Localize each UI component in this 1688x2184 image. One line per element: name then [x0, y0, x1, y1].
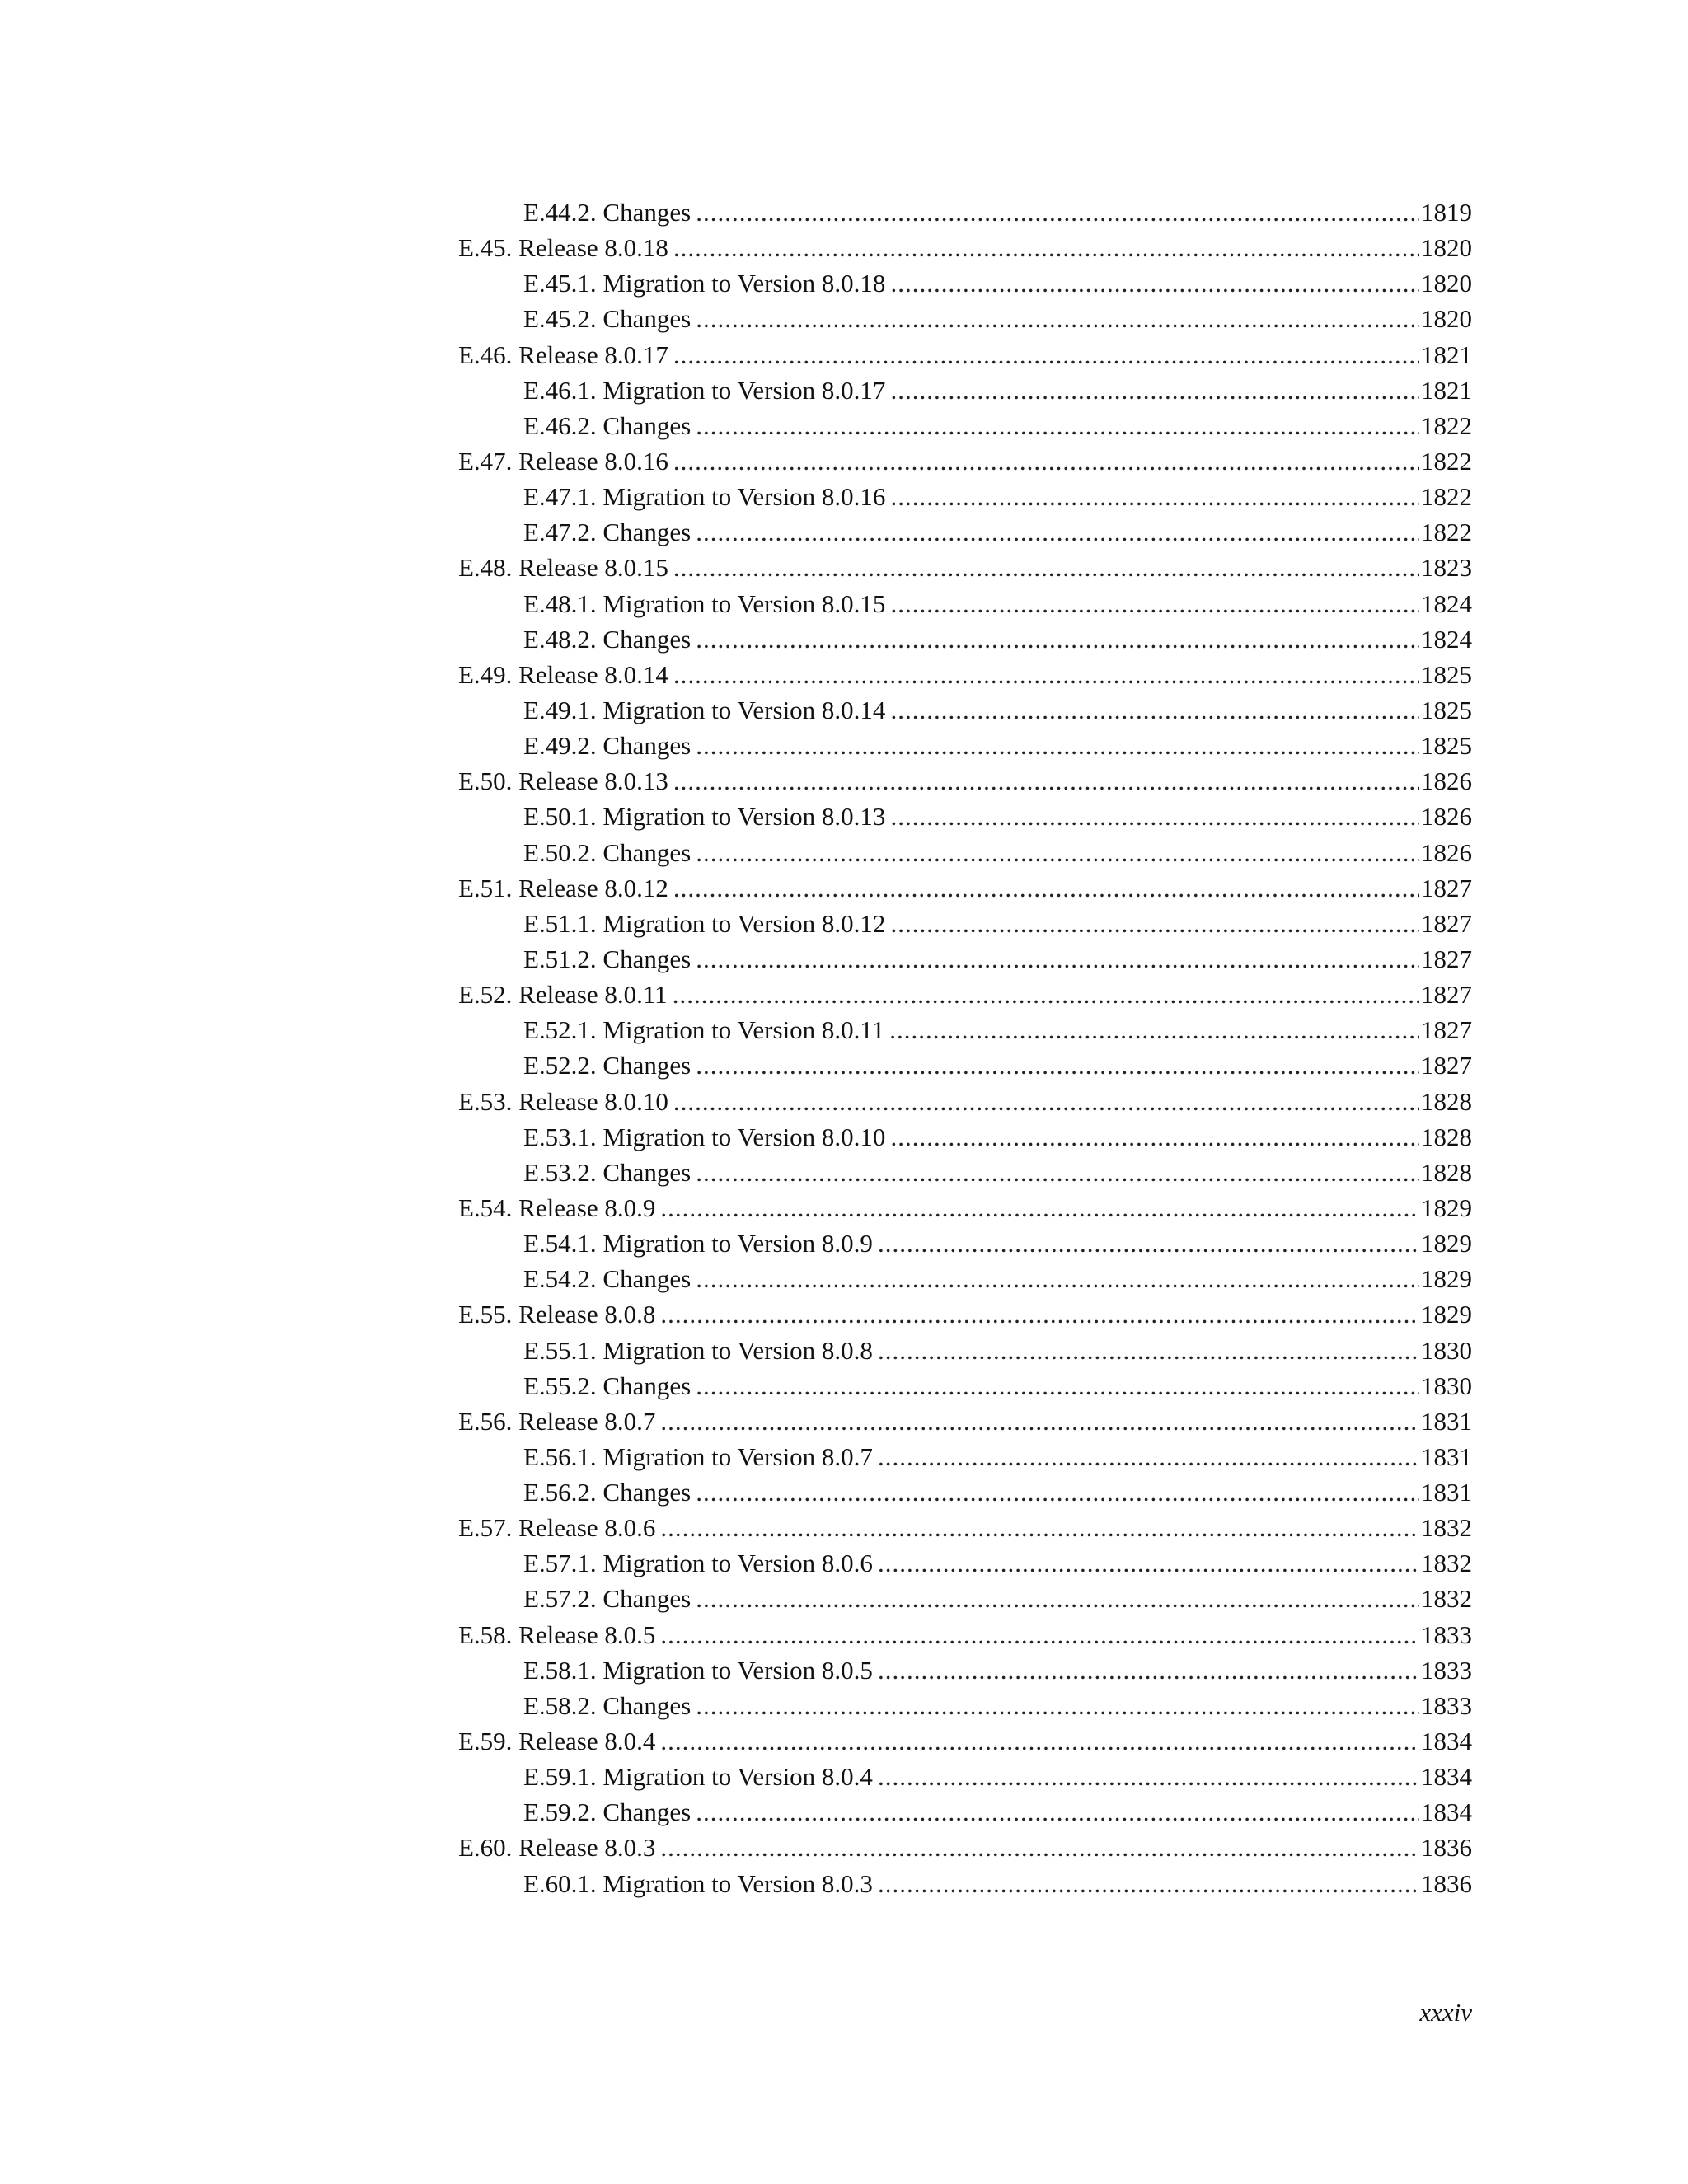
toc-entry-page: 1836: [1421, 1868, 1472, 1898]
toc-entry[interactable]: [458, 1226, 1472, 1261]
toc-entry-page: 1831: [1421, 1441, 1472, 1471]
toc-entry-label: E.58.1. Migration to Version 8.0.5: [523, 1655, 873, 1685]
toc-entry[interactable]: [458, 692, 1472, 728]
toc-entry-page: 1825: [1421, 659, 1472, 689]
toc-entry[interactable]: [458, 265, 1472, 301]
toc-dot-leader: [696, 621, 1419, 657]
toc-entry[interactable]: [458, 1617, 1472, 1652]
toc-entry-label: E.52.1. Migration to Version 8.0.11: [523, 1015, 885, 1045]
toc-entry[interactable]: [458, 1866, 1472, 1901]
toc-entry[interactable]: [458, 941, 1472, 977]
toc-entry[interactable]: [458, 1510, 1472, 1545]
toc-entry-label: E.46. Release 8.0.17: [458, 340, 668, 369]
toc-entry[interactable]: [458, 870, 1472, 906]
toc-dot-leader: [696, 728, 1419, 763]
toc-entry[interactable]: [458, 1333, 1472, 1368]
toc-entry-label: E.54. Release 8.0.9: [458, 1193, 656, 1222]
toc-entry-page: 1827: [1421, 944, 1472, 973]
toc-entry-page: 1826: [1421, 766, 1472, 796]
toc-entry-page: 1822: [1421, 446, 1472, 476]
toc-dot-leader: [890, 265, 1419, 301]
toc-entry-label: E.47.2. Changes: [523, 518, 692, 547]
toc-entry[interactable]: [458, 835, 1472, 870]
toc-entry-label: E.49.2. Changes: [523, 731, 692, 761]
toc-entry[interactable]: [458, 799, 1472, 834]
toc-entry[interactable]: [458, 301, 1472, 336]
toc-entry-label: E.53. Release 8.0.10: [458, 1086, 668, 1116]
toc-entry-label: E.53.2. Changes: [523, 1157, 692, 1187]
toc-entry[interactable]: [458, 1652, 1472, 1688]
toc-entry[interactable]: [458, 1439, 1472, 1474]
toc-entry-page: 1830: [1421, 1335, 1472, 1365]
toc-entry[interactable]: [458, 1296, 1472, 1332]
toc-entry[interactable]: [458, 194, 1472, 230]
toc-dot-leader: [673, 550, 1419, 585]
toc-entry-page: 1827: [1421, 980, 1472, 1010]
toc-entry[interactable]: [458, 1261, 1472, 1296]
toc-entry-label: E.53.1. Migration to Version 8.0.10: [523, 1122, 886, 1151]
toc-entry-page: 1831: [1421, 1478, 1472, 1507]
toc-entry[interactable]: [458, 443, 1472, 479]
toc-entry-label: E.44.2. Changes: [523, 198, 692, 227]
toc-dot-leader: [878, 1866, 1419, 1901]
toc-entry-label: E.58.2. Changes: [523, 1690, 692, 1720]
toc-entry-label: E.59.2. Changes: [523, 1797, 692, 1827]
toc-dot-leader: [673, 977, 1419, 1012]
toc-entry[interactable]: [458, 763, 1472, 799]
toc-entry-label: E.48.1. Migration to Version 8.0.15: [523, 588, 886, 618]
toc-entry[interactable]: [458, 1047, 1472, 1083]
toc-entry-page: 1828: [1421, 1122, 1472, 1151]
toc-entry[interactable]: [458, 408, 1472, 443]
toc-entry[interactable]: [458, 906, 1472, 941]
toc-dot-leader: [878, 1545, 1419, 1581]
toc-dot-leader: [660, 1190, 1419, 1226]
toc-entry-page: 1825: [1421, 695, 1472, 724]
toc-entry-page: 1826: [1421, 837, 1472, 867]
toc-entry-label: E.51.1. Migration to Version 8.0.12: [523, 908, 886, 938]
toc-dot-leader: [673, 657, 1419, 692]
table-of-contents: [458, 194, 1472, 1901]
toc-dot-leader: [890, 799, 1419, 834]
toc-entry[interactable]: [458, 514, 1472, 550]
toc-dot-leader: [878, 1759, 1419, 1794]
toc-entry-label: E.45.2. Changes: [523, 304, 692, 334]
toc-entry-page: 1834: [1421, 1762, 1472, 1792]
toc-entry-page: 1822: [1421, 518, 1472, 547]
toc-entry[interactable]: [458, 657, 1472, 692]
toc-entry-page: 1827: [1421, 873, 1472, 902]
toc-entry-page: 1821: [1421, 375, 1472, 405]
toc-entry-page: 1831: [1421, 1406, 1472, 1436]
toc-entry-page: 1824: [1421, 624, 1472, 654]
toc-dot-leader: [673, 230, 1419, 265]
toc-entry[interactable]: [458, 1759, 1472, 1794]
toc-dot-leader: [696, 408, 1419, 443]
toc-dot-leader: [660, 1723, 1419, 1759]
toc-entry-label: E.47.1. Migration to Version 8.0.16: [523, 482, 886, 512]
toc-entry-label: E.55.2. Changes: [523, 1371, 692, 1400]
toc-entry-label: E.46.1. Migration to Version 8.0.17: [523, 375, 886, 405]
toc-dot-leader: [696, 1794, 1419, 1830]
toc-entry-page: 1834: [1421, 1727, 1472, 1756]
toc-entry-label: E.49.1. Migration to Version 8.0.14: [523, 695, 886, 724]
toc-dot-leader: [696, 1047, 1419, 1083]
toc-entry-label: E.60. Release 8.0.3: [458, 1833, 656, 1863]
toc-entry-page: 1820: [1421, 269, 1472, 298]
toc-entry[interactable]: [458, 1404, 1472, 1439]
toc-dot-leader: [878, 1333, 1419, 1368]
toc-entry[interactable]: [458, 1545, 1472, 1581]
toc-entry-page: 1832: [1421, 1584, 1472, 1614]
toc-entry-page: 1820: [1421, 233, 1472, 263]
toc-entry[interactable]: [458, 1794, 1472, 1830]
toc-entry-label: E.45.1. Migration to Version 8.0.18: [523, 269, 886, 298]
toc-entry[interactable]: [458, 479, 1472, 514]
toc-dot-leader: [696, 1474, 1419, 1510]
toc-entry-label: E.50.1. Migration to Version 8.0.13: [523, 802, 886, 832]
toc-entry[interactable]: [458, 728, 1472, 763]
toc-entry-label: E.55.1. Migration to Version 8.0.8: [523, 1335, 873, 1365]
toc-entry-page: 1836: [1421, 1833, 1472, 1863]
toc-entry-label: E.51. Release 8.0.12: [458, 873, 668, 902]
toc-entry-page: 1830: [1421, 1371, 1472, 1400]
toc-entry-label: E.60.1. Migration to Version 8.0.3: [523, 1868, 873, 1898]
toc-entry-label: E.57.2. Changes: [523, 1584, 692, 1614]
toc-entry-label: E.48. Release 8.0.15: [458, 553, 668, 583]
toc-entry[interactable]: [458, 1368, 1472, 1404]
toc-dot-leader: [673, 443, 1419, 479]
toc-dot-leader: [890, 586, 1419, 621]
toc-entry[interactable]: [458, 1830, 1472, 1865]
toc-entry[interactable]: [458, 1155, 1472, 1190]
toc-dot-leader: [890, 692, 1419, 728]
toc-entry-label: E.50.2. Changes: [523, 837, 692, 867]
toc-entry[interactable]: [458, 1581, 1472, 1616]
toc-entry-page: 1827: [1421, 1015, 1472, 1045]
toc-entry[interactable]: [458, 977, 1472, 1012]
toc-entry-page: 1827: [1421, 908, 1472, 938]
toc-dot-leader: [673, 337, 1419, 373]
toc-entry[interactable]: [458, 1012, 1472, 1047]
toc-entry[interactable]: [458, 1688, 1472, 1723]
toc-entry-page: 1829: [1421, 1264, 1472, 1294]
toc-entry-page: 1827: [1421, 1051, 1472, 1080]
toc-entry-page: 1834: [1421, 1797, 1472, 1827]
toc-entry-label: E.57.1. Migration to Version 8.0.6: [523, 1549, 873, 1578]
toc-entry-label: E.56.2. Changes: [523, 1478, 692, 1507]
toc-entry[interactable]: [458, 1084, 1472, 1119]
toc-entry[interactable]: [458, 586, 1472, 621]
toc-entry-page: 1820: [1421, 304, 1472, 334]
toc-entry-page: 1829: [1421, 1193, 1472, 1222]
toc-entry-page: 1828: [1421, 1086, 1472, 1116]
toc-entry-label: E.56.1. Migration to Version 8.0.7: [523, 1441, 873, 1471]
toc-dot-leader: [696, 835, 1419, 870]
toc-entry-label: E.54.1. Migration to Version 8.0.9: [523, 1229, 873, 1258]
toc-dot-leader: [660, 1510, 1419, 1545]
toc-entry-label: E.54.2. Changes: [523, 1264, 692, 1294]
toc-entry-label: E.58. Release 8.0.5: [458, 1619, 656, 1649]
toc-entry-page: 1833: [1421, 1655, 1472, 1685]
toc-dot-leader: [890, 1119, 1419, 1155]
toc-dot-leader: [660, 1830, 1419, 1865]
toc-entry-page: 1829: [1421, 1229, 1472, 1258]
toc-entry-label: E.57. Release 8.0.6: [458, 1513, 656, 1543]
toc-entry-page: 1833: [1421, 1690, 1472, 1720]
toc-dot-leader: [890, 479, 1419, 514]
toc-dot-leader: [878, 1652, 1419, 1688]
toc-entry-label: E.52. Release 8.0.11: [458, 980, 668, 1010]
toc-entry[interactable]: [458, 621, 1472, 657]
toc-entry-page: 1823: [1421, 553, 1472, 583]
toc-dot-leader: [673, 763, 1419, 799]
toc-entry-page: 1829: [1421, 1300, 1472, 1329]
toc-entry-page: 1819: [1421, 198, 1472, 227]
toc-dot-leader: [660, 1404, 1419, 1439]
toc-dot-leader: [696, 514, 1419, 550]
toc-dot-leader: [696, 1155, 1419, 1190]
toc-dot-leader: [696, 1261, 1419, 1296]
toc-entry[interactable]: [458, 1190, 1472, 1226]
toc-dot-leader: [673, 1084, 1419, 1119]
toc-dot-leader: [696, 301, 1419, 336]
toc-entry-page: 1832: [1421, 1549, 1472, 1578]
toc-entry-label: E.50. Release 8.0.13: [458, 766, 668, 796]
toc-entry-page: 1822: [1421, 410, 1472, 440]
toc-dot-leader: [878, 1226, 1419, 1261]
toc-dot-leader: [890, 373, 1419, 408]
toc-dot-leader: [660, 1617, 1419, 1652]
toc-entry-label: E.48.2. Changes: [523, 624, 692, 654]
toc-entry-label: E.47. Release 8.0.16: [458, 446, 668, 476]
toc-dot-leader: [696, 1688, 1419, 1723]
toc-entry-page: 1826: [1421, 802, 1472, 832]
toc-entry-label: E.59.1. Migration to Version 8.0.4: [523, 1762, 873, 1792]
toc-dot-leader: [878, 1439, 1419, 1474]
toc-entry[interactable]: [458, 373, 1472, 408]
toc-entry-page: 1821: [1421, 340, 1472, 369]
toc-entry[interactable]: [458, 1474, 1472, 1510]
toc-entry-label: E.51.2. Changes: [523, 944, 692, 973]
toc-dot-leader: [696, 941, 1419, 977]
toc-entry[interactable]: [458, 550, 1472, 585]
toc-dot-leader: [696, 194, 1419, 230]
toc-entry-label: E.46.2. Changes: [523, 410, 692, 440]
toc-entry[interactable]: [458, 230, 1472, 265]
toc-dot-leader: [696, 1368, 1419, 1404]
toc-entry-label: E.55. Release 8.0.8: [458, 1300, 656, 1329]
toc-entry-label: E.45. Release 8.0.18: [458, 233, 668, 263]
toc-dot-leader: [889, 1012, 1419, 1047]
toc-entry-page: 1825: [1421, 731, 1472, 761]
toc-dot-leader: [673, 870, 1419, 906]
toc-dot-leader: [890, 906, 1419, 941]
toc-entry-page: 1833: [1421, 1619, 1472, 1649]
toc-entry-page: 1828: [1421, 1157, 1472, 1187]
toc-entry[interactable]: [458, 1119, 1472, 1155]
toc-entry-page: 1832: [1421, 1513, 1472, 1543]
toc-entry-label: E.56. Release 8.0.7: [458, 1406, 656, 1436]
toc-entry-page: 1822: [1421, 482, 1472, 512]
page-number: xxxiv: [1419, 1998, 1472, 2027]
toc-entry-label: E.59. Release 8.0.4: [458, 1727, 656, 1756]
toc-entry[interactable]: [458, 1723, 1472, 1759]
toc-entry-page: 1824: [1421, 588, 1472, 618]
toc-dot-leader: [696, 1581, 1419, 1616]
toc-dot-leader: [660, 1296, 1419, 1332]
toc-entry-label: E.49. Release 8.0.14: [458, 659, 668, 689]
toc-entry[interactable]: [458, 337, 1472, 373]
toc-entry-label: E.52.2. Changes: [523, 1051, 692, 1080]
